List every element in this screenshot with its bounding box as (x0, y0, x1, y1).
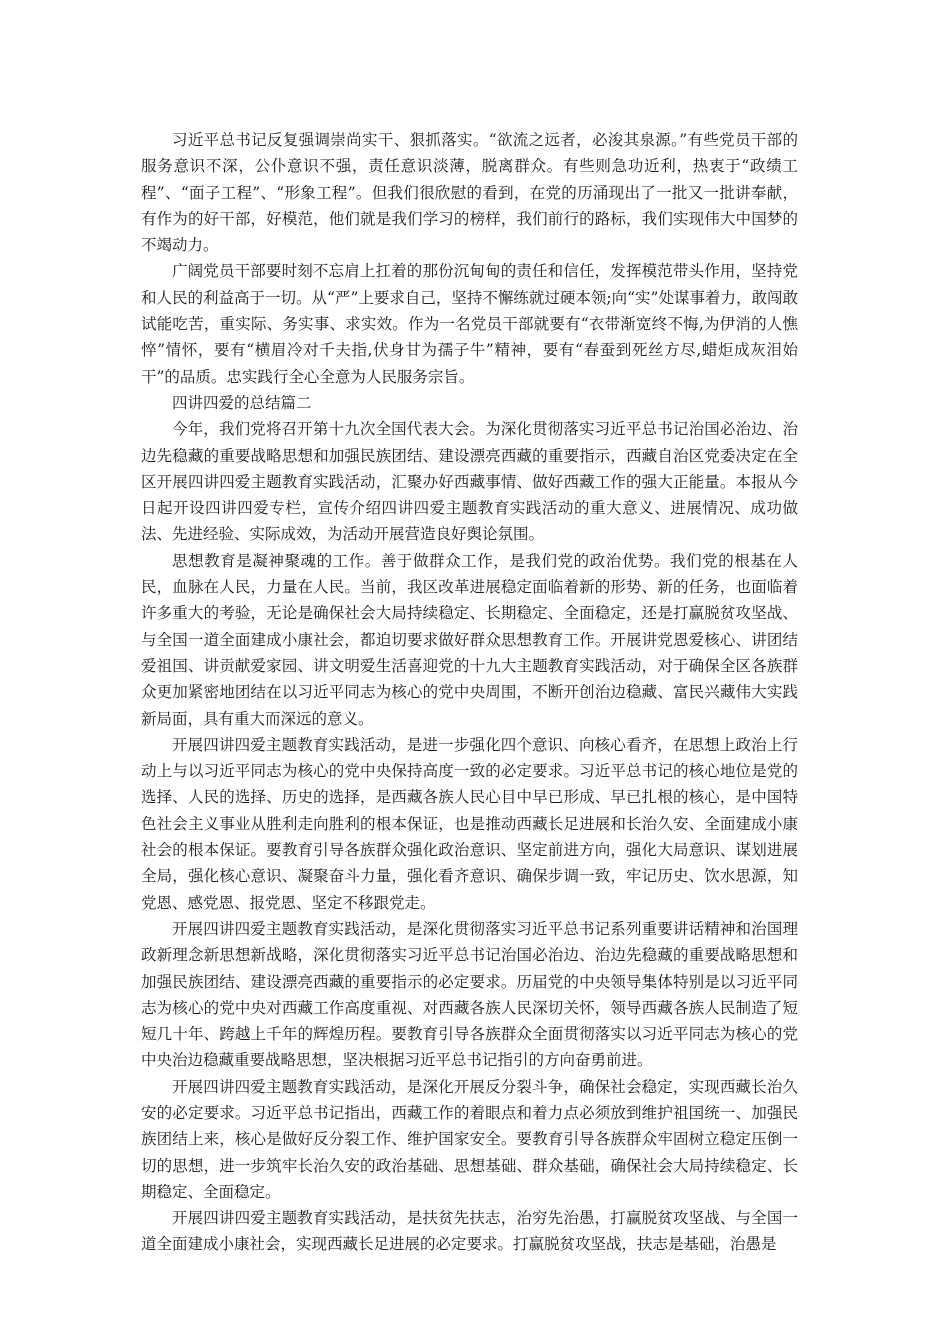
paragraph: 开展四讲四爱主题教育实践活动，是深化开展反分裂斗争，确保社会稳定，实现西藏长治久安的必定要求。习近平总书记指出，西藏工作的着眼点和着力点必须放到维护祖国统一、加强民族团结上来，核心是做好反分裂工作、维护国家安全。要教育引导各族群众牢固树立稳定压倒一切的思想，进一步筑牢长治久安的政治基础、思想基础、群众基础，确保社会大局持续稳定、长期稳定、全面稳定。 (141, 1077, 798, 1201)
paragraph: 习近平总书记反复强调崇尚实干、狠抓落实。“欲流之远者，必浚其泉源。”有些党员干部的服务意识不深，公仆意识不强，责任意识淡薄，脱离群众。有些则急功近利，热衷于“政绩工程”、“面子工程”、“形象工程”。但我们很欣慰的看到，在党的历涌现出了一批又一批讲奉献，有作为的好干部，好模范，他们就是我们学习的榜样，我们前行的路标，我们实现伟大中国梦的不竭动力。 (141, 131, 798, 255)
paragraph: 开展四讲四爱主题教育实践活动，是进一步强化四个意识、向核心看齐，在思想上政治上行动上与以习近平同志为核心的党中央保持高度一致的必定要求。习近平总书记的核心地位是党的选择、人民的选择、历史的选择，是西藏各族人民心目中早已形成、早已扎根的核心，是中国特色社会主义事业从胜利走向胜利的根本保证，也是推动西藏长足进展和长治久安、全面建成小康社会的根本保证。要教育引导各族群众强化政治意识、坚定前进方向，强化大局意识、谋划进展全局，强化核心意识、凝聚奋斗力量，强化看齐意识、确保步调一致，牢记历史、饮水思源，知党恩、感党恩、报党恩、坚定不移跟党走。 (141, 735, 798, 912)
paragraph: 开展四讲四爱主题教育实践活动，是扶贫先扶志，治穷先治愚，打赢脱贫攻坚战、与全国一道全面建成小康社会，实现西藏长足进展的必定要求。打赢脱贫攻坚战，扶志是基础，治愚是 (141, 1209, 798, 1254)
paragraph: 广阔党员干部要时刻不忘肩上扛着的那份沉甸甸的责任和信任，发挥模范带头作用，坚持党和人民的利益高于一切。从“严”上要求自己，坚持不懈练就过硬本领;向“实”处谋事着力，敢闯敢试能吃苦，重实际、务实事、求实效。作为一名党员干部就要有“衣带渐宽终不悔,为伊消的人憔悴”情怀，要有“横眉冷对千夫指,伏身甘为孺子牛”精神，要有“春蚕到死丝方尽,蜡炬成灰泪始干”的品质。忠实践行全心全意为人民服务宗旨。 (141, 262, 798, 386)
paragraph: 今年，我们党将召开第十九次全国代表大会。为深化贯彻落实习近平总书记治国必治边、治边先稳藏的重要战略思想和加强民族团结、建设漂亮西藏的重要指示，西藏自治区党委决定在全区开展四讲四爱主题教育实践活动，汇聚办好西藏事情、做好西藏工作的强大正能量。本报从今日起开设四讲四爱专栏，宣传介绍四讲四爱主题教育实践活动的重大意义、进展情况、成功做法、先进经验、实际成效，为活动开展营造良好舆论氛围。 (141, 420, 798, 544)
document-body (141, 127, 798, 1258)
paragraph: 思想教育是凝神聚魂的工作。善于做群众工作，是我们党的政治优势。我们党的根基在人民，血脉在人民，力量在人民。当前，我区改革进展稳定面临着新的形势、新的任务，也面临着许多重大的考验，无论是确保社会大局持续稳定、长期稳定、全面稳定，还是打赢脱贫攻坚战、与全国一道全面建成小康社会，都迫切要求做好群众思想教育工作。开展讲党恩爱核心、讲团结爱祖国、讲贡献爱家园、讲文明爱生活喜迎党的十九大主题教育实践活动，对于确保全区各族群众更加紧密地团结在以习近平同志为核心的党中央周围，不断开创治边稳藏、富民兴藏伟大实践新局面，具有重大而深远的意义。 (141, 551, 798, 728)
paragraph: 开展四讲四爱主题教育实践活动，是深化贯彻落实习近平总书记系列重要讲话精神和治国理政新理念新思想新战略，深化贯彻落实习近平总书记治国必治边、治边先稳藏的重要战略思想和加强民族团结、建设漂亮西藏的重要指示的必定要求。历届党的中央领导集体特别是以习近平同志为核心的党中央对西藏工作高度重视、对西藏各族人民深切关怀，领导西藏各族人民制造了短短几十年、跨越上千年的辉煌历程。要教育引导各族群众全面贯彻落实以习近平同志为核心的党中央治边稳藏重要战略思想，坚决根据习近平总书记指引的方向奋勇前进。 (141, 919, 798, 1070)
section-heading: 四讲四爱的总结篇二 (172, 393, 312, 412)
